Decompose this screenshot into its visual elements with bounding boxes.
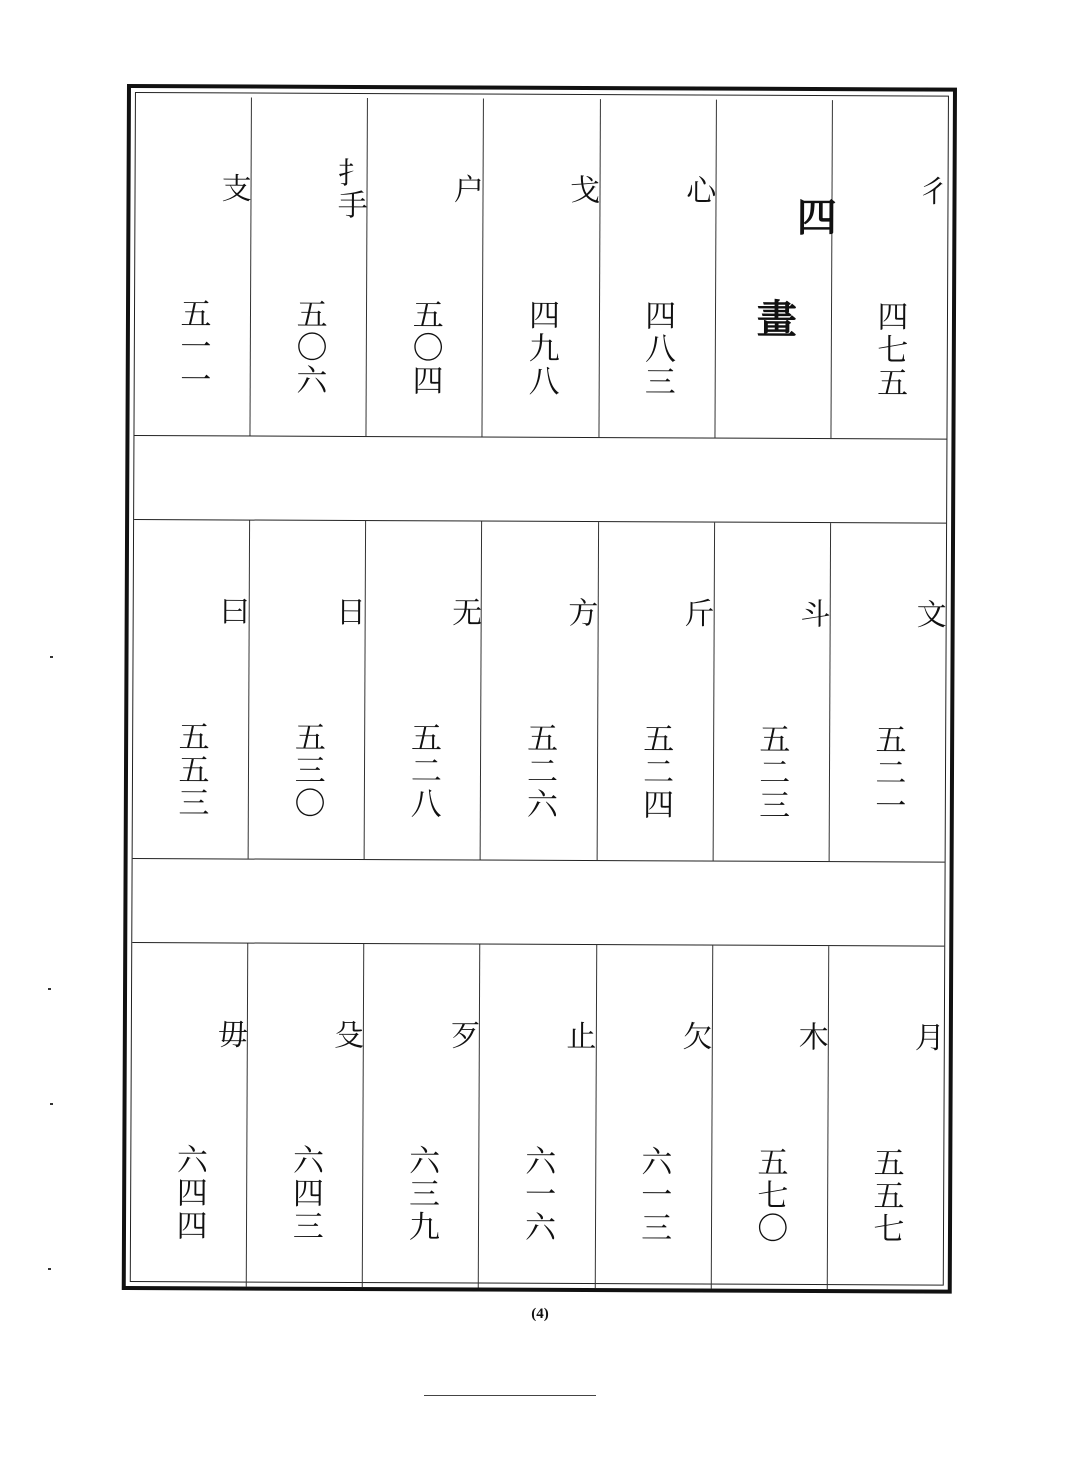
stroke-count-number: 四 (790, 195, 838, 239)
page-reference (133, 720, 249, 820)
radical-text: 戈 (564, 173, 600, 207)
scan-speck (50, 1103, 53, 1105)
radical-text: 心 (680, 174, 716, 207)
radical-text: 欠 (676, 1020, 712, 1053)
scan-speck (48, 988, 51, 990)
page-reference (481, 722, 597, 822)
page-reference-text: 四九八 (522, 298, 560, 398)
radical-entry (712, 523, 830, 862)
page-reference (249, 721, 365, 821)
page-reference (828, 1146, 944, 1246)
radical-glyph (596, 991, 712, 1082)
stroke-count-suffix-text: 畫 (750, 297, 798, 340)
page-reference (363, 1144, 479, 1244)
radical-entry (131, 943, 248, 1286)
radical-glyph (132, 989, 248, 1080)
page-reference (135, 297, 251, 397)
stroke-count-suffix (716, 298, 831, 341)
scan-speck (48, 1268, 51, 1270)
stroke-count-label (716, 172, 838, 263)
radical-text: 曰 (213, 595, 249, 628)
radical-text: 支 (215, 172, 251, 205)
page-reference (479, 1145, 595, 1245)
radical-text: 毋 (211, 1018, 248, 1051)
radical-entry (482, 99, 600, 438)
radical-text: 彳 (912, 175, 948, 208)
radical-text: 月 (908, 1021, 944, 1054)
radical-entry (248, 521, 366, 860)
radical-glyph (366, 567, 482, 658)
radical-entry (366, 98, 484, 437)
page-reference (831, 300, 947, 400)
radical-entry (134, 97, 251, 435)
radical-text: 方 (562, 596, 598, 630)
page-reference (251, 298, 367, 398)
page-reference (830, 723, 946, 823)
index-row-1 (134, 97, 947, 440)
radical-glyph (368, 144, 484, 235)
page-reference (367, 298, 483, 398)
page-reference-text: 四七五 (871, 300, 908, 400)
radical-glyph (829, 992, 945, 1083)
page-reference-text: 六四三 (286, 1143, 324, 1243)
scan-speck (50, 656, 53, 658)
page-reference-text: 五五七 (867, 1146, 904, 1246)
radical-glyph (482, 568, 598, 659)
index-row-3 (131, 942, 944, 1290)
radical-entry (596, 522, 714, 861)
radical-entry (594, 945, 712, 1289)
page-reference-text: 五〇六 (290, 297, 327, 397)
page-reference (131, 1143, 247, 1243)
page-reference-text: 五二一 (869, 723, 906, 823)
page-reference (483, 299, 599, 399)
radical-text: 户 (447, 173, 484, 206)
page-number: (4) (531, 1306, 549, 1322)
page-reference (247, 1144, 363, 1244)
radical-glyph (250, 567, 366, 658)
radical-entry (246, 944, 364, 1288)
radical-text: 止 (560, 1019, 596, 1053)
page-reference-text: 四八三 (638, 299, 676, 399)
radical-glyph (598, 568, 714, 659)
index-row-2 (133, 519, 946, 863)
radical-glyph (248, 990, 364, 1081)
radical-glyph (600, 145, 716, 236)
radical-entry (480, 522, 598, 861)
page-reference (599, 299, 715, 399)
radical-glyph (832, 146, 948, 237)
radical-text: 日 (329, 595, 366, 629)
radical-index-frame (122, 84, 957, 1294)
radical-text: 扌手 (331, 156, 367, 222)
radical-text: 斤 (678, 597, 714, 630)
radical-glyph (712, 992, 828, 1083)
page-reference-text: 五〇四 (406, 298, 443, 398)
page-reference (596, 1145, 712, 1245)
page-reference-text: 五二四 (636, 722, 674, 822)
stroke-count-header (714, 100, 838, 439)
radical-entry (827, 946, 945, 1290)
radical-entry (830, 100, 948, 439)
radical-entry (710, 946, 828, 1290)
radical-entry (133, 520, 250, 858)
radical-text: 斗 (794, 597, 830, 631)
radical-index-inner-border (130, 92, 949, 1286)
radical-glyph (830, 569, 946, 660)
radical-glyph (135, 143, 251, 234)
page-reference-text: 五二八 (404, 721, 442, 821)
page-reference (365, 721, 481, 821)
page-reference (597, 722, 713, 822)
radical-entry (478, 945, 596, 1289)
page-reference-text: 六一三 (635, 1145, 672, 1245)
page-reference-text: 五二六 (520, 721, 558, 821)
radical-entry (598, 99, 716, 438)
radical-glyph (484, 145, 600, 236)
page-reference-text: 六三九 (402, 1144, 440, 1244)
page-reference-text: 五五三 (172, 720, 209, 820)
page-reference-text: 六一六 (518, 1144, 556, 1244)
radical-entry (250, 98, 368, 437)
radical-glyph (714, 569, 830, 660)
radical-glyph (252, 144, 368, 235)
radical-entry (362, 944, 480, 1288)
page-reference (712, 1146, 828, 1246)
radical-entry (828, 523, 946, 862)
radical-glyph (364, 990, 480, 1081)
radical-text: 歹 (444, 1019, 480, 1052)
page-reference-text: 五三〇 (288, 720, 325, 820)
radical-text: 殳 (328, 1018, 364, 1052)
radical-text: 木 (792, 1020, 828, 1054)
radical-glyph (480, 991, 596, 1082)
radical-text: 无 (446, 596, 482, 629)
page-reference-text: 五一一 (174, 297, 211, 397)
radical-text: 文 (910, 598, 946, 631)
page-reference-text: 六四四 (170, 1143, 207, 1243)
page-reference (714, 723, 830, 823)
radical-entry (364, 521, 482, 860)
page-reference-text: 五七〇 (751, 1145, 788, 1245)
footer-rule (424, 1395, 596, 1396)
radical-glyph (134, 566, 250, 657)
page-reference-text: 五二三 (753, 722, 790, 822)
